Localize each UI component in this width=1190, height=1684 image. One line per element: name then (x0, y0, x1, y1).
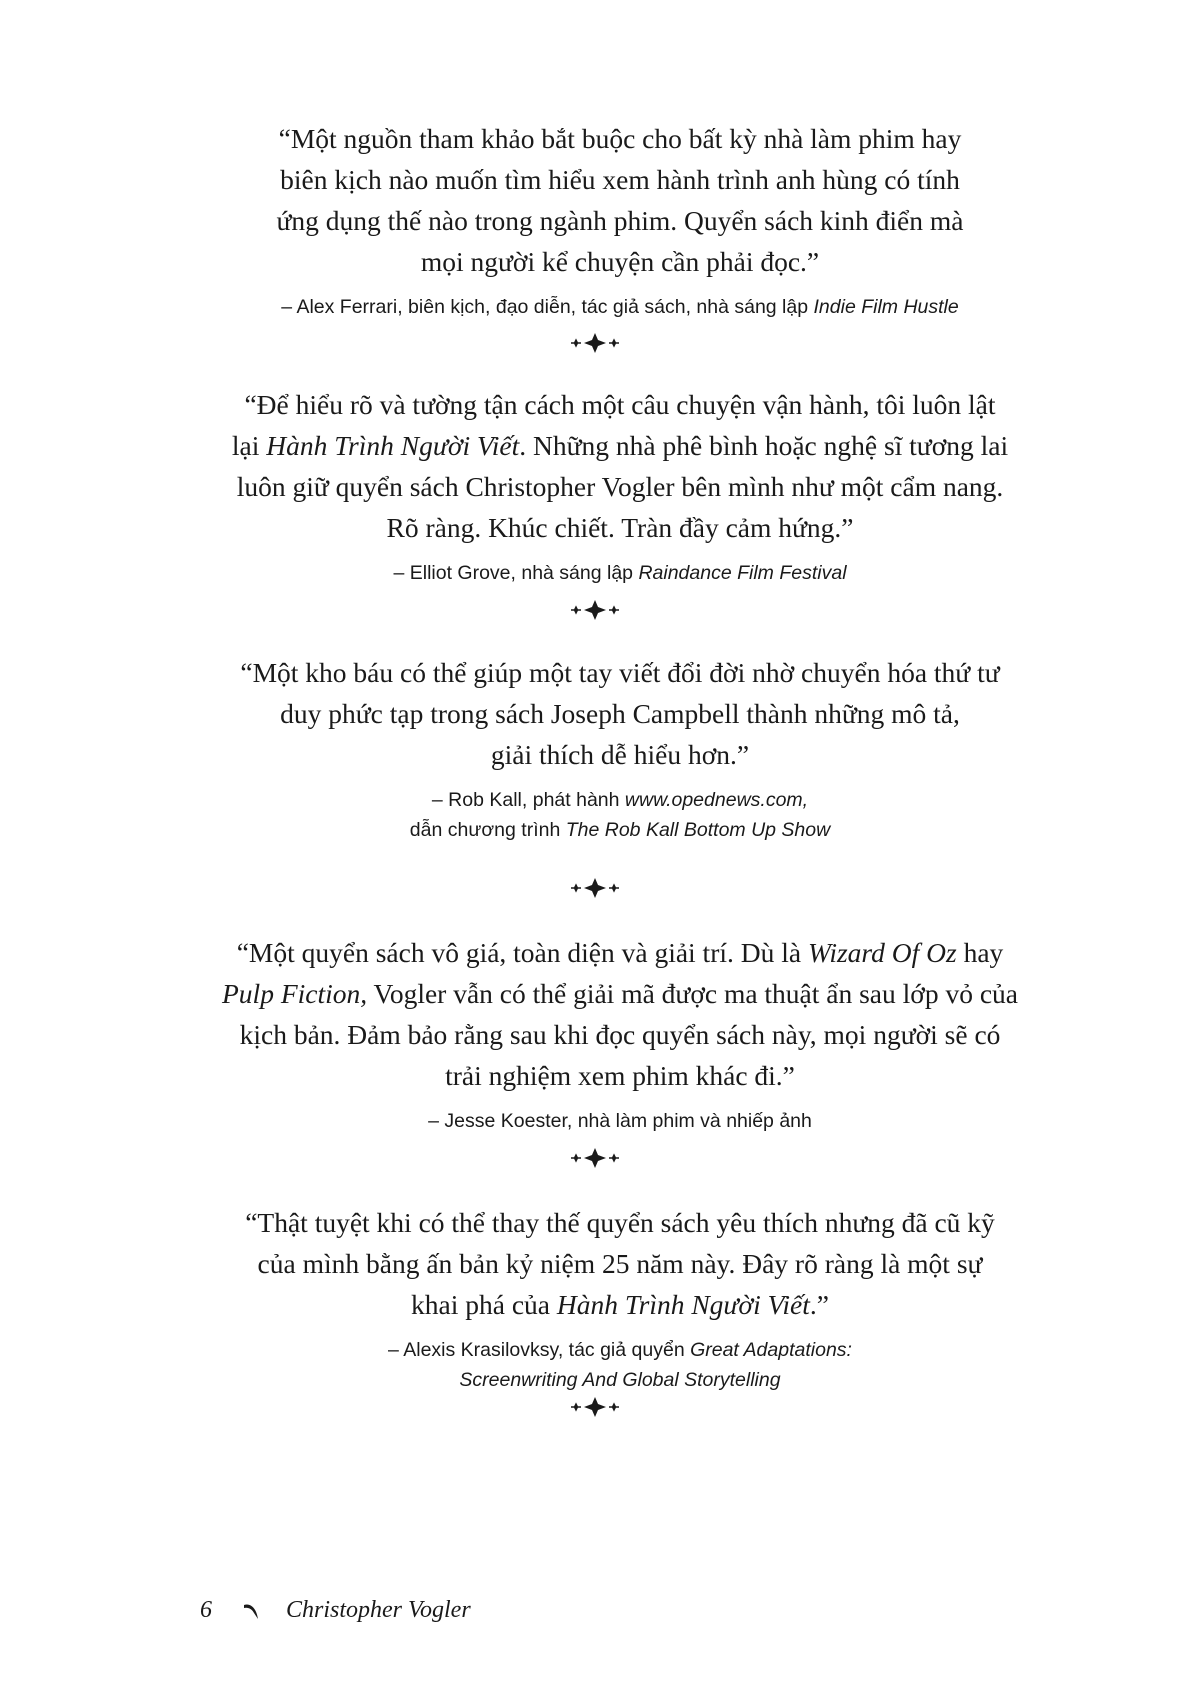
quote-block-2 (170, 384, 1070, 588)
ornament-separator-icon (560, 1148, 630, 1168)
quote-attribution: – Jesse Koester, nhà làm phim và nhiếp ảnh (428, 1110, 812, 1132)
quote-attribution: – Alex Ferrari, biên kịch, đạo diễn, tác giả sách, nhà sáng lập Indie Film Hustle (281, 296, 959, 318)
quote-line: ứng dụng thế nào trong ngành phim. Quyển sách kinh điển mà (276, 205, 964, 236)
quote-line: mọi người kể chuyện cần phải đọc.” (420, 246, 820, 277)
quote-attribution: – Alexis Krasilovksy, tác giả quyển Great Adaptations: Screenwriting And Global Storytelling (388, 1339, 852, 1391)
ornament-separator-icon (560, 878, 630, 898)
quote-attribution: – Elliot Grove, nhà sáng lập Raindance Film Festival (393, 562, 847, 584)
page-footer (200, 1590, 471, 1630)
quote-block-4 (170, 932, 1070, 1136)
quote-block-5 (170, 1202, 1070, 1395)
ornament-separator-icon (560, 1397, 630, 1417)
quote-attribution: – Rob Kall, phát hành www.opednews.com, dẫn chương trình The Rob Kall Bottom Up Show (409, 789, 831, 841)
ornament-separator-icon (560, 333, 630, 353)
quote-text: “Thật tuyệt khi có thể thay thế quyển sách yêu thích nhưng đã cũ kỹ của mình bằng ấn bản kỷ niệm 25 năm này. Đây rõ ràng là một sự khai phá của Hành Trình Người Viết.” (245, 1207, 995, 1320)
quote-block-1 (170, 118, 1070, 322)
quote-block-3 (170, 652, 1070, 845)
quote-line: “Một nguồn tham khảo bắt buộc cho bất kỳ nhà làm phim hay (278, 123, 962, 154)
quote-text (170, 118, 1070, 282)
quote-text: “Một quyển sách vô giá, toàn diện và giải trí. Dù là Wizard Of Oz hay Pulp Fiction, Vogler vẫn có thể giải mã được ma thuật ẩn sau lớp vỏ của kịch bản. Đảm bảo rằng sau khi đọc quyển sách này, mọi người sẽ có trải nghiệm xem phim khác đi.” (222, 937, 1018, 1091)
quote-line: biên kịch nào muốn tìm hiểu xem hành trình anh hùng có tính (280, 164, 960, 195)
author-name: Christopher Vogler (286, 1597, 471, 1623)
quill-arrow-icon (230, 1599, 286, 1623)
quote-text: “Để hiểu rõ và tường tận cách một câu chuyện vận hành, tôi luôn lật lại Hành Trình Người Viết. Những nhà phê bình hoặc nghệ sĩ tương lai luôn giữ quyển sách Christopher Vogler bên mình như một cẩm nang. Rõ ràng. Khúc chiết. Tràn đầy cảm hứng.” (231, 389, 1009, 543)
quote-text: “Một kho báu có thể giúp một tay viết đổi đời nhờ chuyển hóa thứ tư duy phức tạp trong sách Joseph Campbell thành những mô tả, giải thích dễ hiểu hơn.” (240, 657, 1000, 770)
ornament-separator-icon (560, 600, 630, 620)
page-number: 6 (200, 1597, 212, 1623)
